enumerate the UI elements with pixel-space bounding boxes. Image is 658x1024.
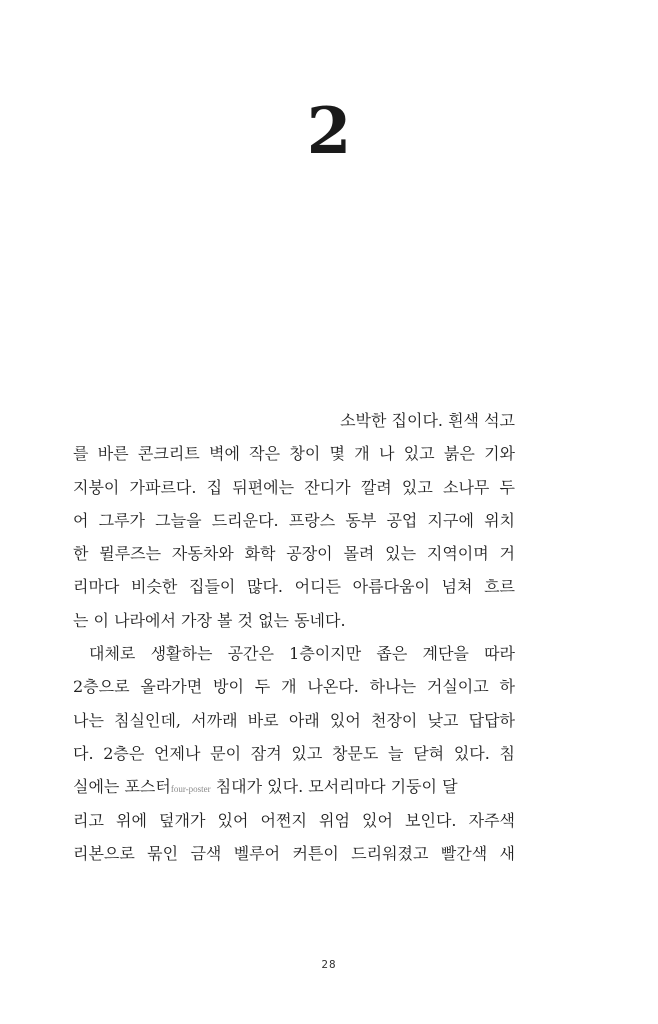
text-line: 를 바른 콘크리트 벽에 작은 창이 몇 개 나 있고 붉은 기와 (73, 444, 515, 464)
text-line-with-gloss (73, 770, 515, 803)
text-line: 지붕이 가파르다. 집 뒤편에는 잔디가 깔려 있고 소나무 두 (73, 477, 515, 497)
text-line: 는 이 나라에서 가장 볼 것 없는 동네다. (73, 610, 346, 630)
text-line: 어 그루가 그늘을 드리운다. 프랑스 동부 공업 지구에 위치 (73, 510, 515, 530)
text-line: 리본으로 묶인 금색 벨루어 커튼이 드리워졌고 빨간색 새 (73, 843, 515, 863)
gloss-annotation: four-poster (170, 784, 211, 795)
text-segment: 실에는 포스터 (73, 777, 171, 797)
text-line: 리고 위에 덮개가 있어 어쩐지 위엄 있어 보인다. 자주색 (73, 810, 515, 830)
text-line: 다. 2층은 언제나 문이 잠겨 있고 창문도 늘 닫혀 있다. 침 (73, 743, 515, 763)
text-line: 대체로 생활하는 공간은 1층이지만 좁은 계단을 따라 (89, 644, 515, 664)
text-segment: 침대가 있다. 모서리마다 기둥이 달 (210, 777, 458, 797)
body-text (73, 404, 515, 870)
page-number: 28 (321, 958, 337, 971)
text-line: 소박한 집이다. 흰색 석고 (340, 411, 515, 430)
text-line: 2층으로 올라가면 방이 두 개 나온다. 하나는 거실이고 하 (73, 677, 515, 697)
chapter-number: 2 (306, 94, 352, 169)
text-line: 리마다 비슷한 집들이 많다. 어디든 아름다움이 넘쳐 흐르 (73, 577, 515, 597)
text-line: 나는 침실인데, 서까래 바로 아래 있어 천장이 낮고 답답하 (73, 710, 515, 730)
text-line: 한 뮐루즈는 자동차와 화학 공장이 몰려 있는 지역이며 거 (73, 544, 515, 564)
